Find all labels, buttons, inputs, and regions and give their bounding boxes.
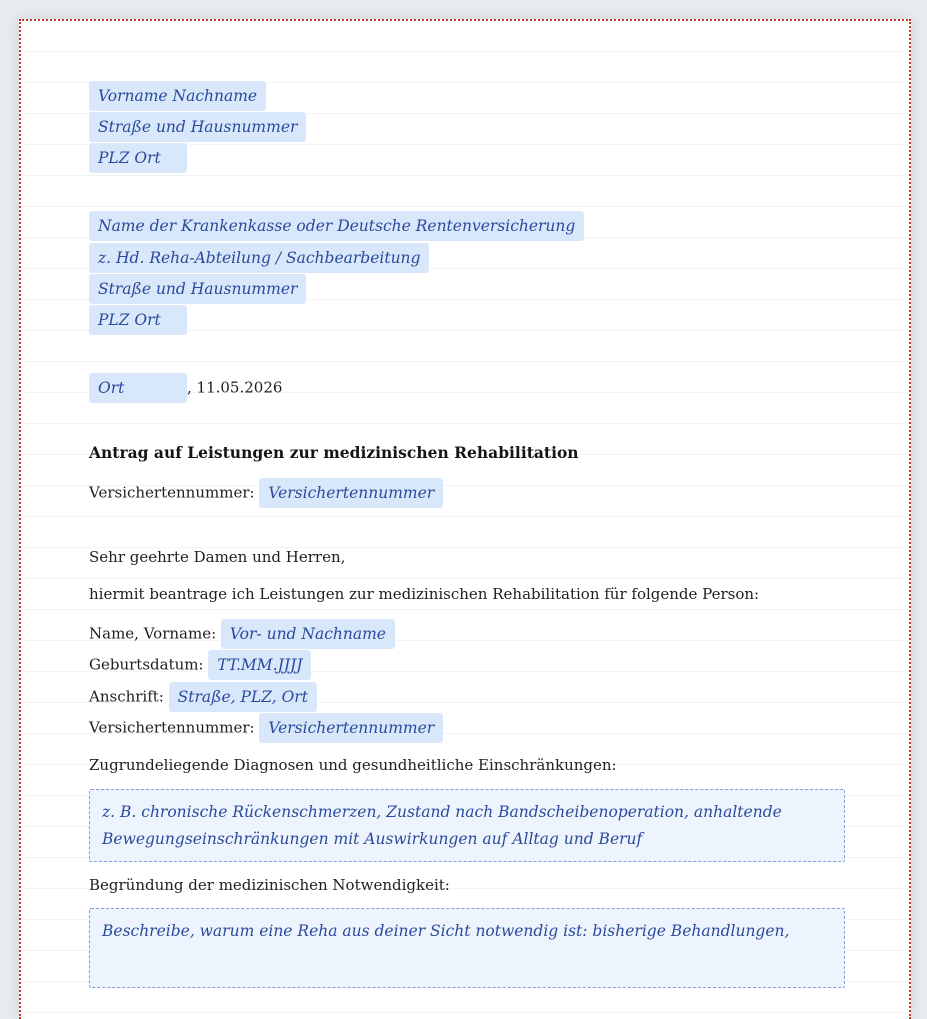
recipient-institution-field[interactable]: Name der Krankenkasse oder Deutsche Rentenversicherung bbox=[89, 211, 584, 241]
diagnoses-textarea[interactable] bbox=[89, 789, 845, 862]
recipient-institution-row bbox=[89, 210, 584, 241]
letter-page bbox=[19, 19, 911, 1019]
insurance-row bbox=[89, 477, 443, 508]
necessity-line-1: Beschreibe, warum eine Reha aus deiner Sicht notwendig ist: bisherige Behandlungen, bbox=[102, 922, 790, 940]
necessity-label: Begründung der medizinischen Notwendigkeit: bbox=[89, 876, 450, 894]
insurance-label: Versichertennummer: bbox=[89, 483, 255, 502]
recipient-attention-row bbox=[89, 242, 429, 273]
recipient-city-field[interactable]: PLZ Ort bbox=[89, 305, 187, 335]
diagnoses-line-1: z. B. chronische Rückenschmerzen, Zustand nach Bandscheibenoperation, anhaltende bbox=[102, 803, 782, 821]
recipient-attention-field[interactable]: z. Hd. Reha-Abteilung / Sachbearbeitung bbox=[89, 243, 429, 273]
person-address-label: Anschrift: bbox=[89, 687, 164, 706]
person-name-field[interactable]: Vor- und Nachname bbox=[221, 619, 395, 649]
sender-name-field[interactable]: Vorname Nachname bbox=[89, 81, 266, 111]
salutation-text: Sehr geehrte Damen und Herren, bbox=[89, 548, 346, 566]
person-name-label: Name, Vorname: bbox=[89, 624, 217, 643]
sender-city-row bbox=[89, 142, 187, 173]
sender-street-row bbox=[89, 111, 306, 142]
diagnoses-label: Zugrundeliegende Diagnosen und gesundheitliche Einschränkungen: bbox=[89, 756, 617, 774]
subject-heading: Antrag auf Leistungen zur medizinischen Rehabilitation bbox=[89, 443, 579, 462]
person-insurance-row bbox=[89, 712, 443, 743]
diagnoses-line-2: Bewegungseinschränkungen mit Auswirkungen auf Alltag und Beruf bbox=[102, 830, 643, 848]
sender-city-field[interactable]: PLZ Ort bbox=[89, 143, 187, 173]
person-address-field[interactable]: Straße, PLZ, Ort bbox=[169, 682, 317, 712]
person-address-row bbox=[89, 681, 317, 712]
recipient-city-row bbox=[89, 304, 187, 335]
sender-name-row bbox=[89, 80, 266, 111]
person-birth-label: Geburtsdatum: bbox=[89, 655, 204, 674]
place-field[interactable]: Ort bbox=[89, 373, 187, 403]
dateline-row bbox=[89, 372, 282, 403]
date-text: , 11.05.2026 bbox=[187, 378, 283, 397]
intro-text: hiermit beantrage ich Leistungen zur medizinischen Rehabilitation für folgende Person: bbox=[89, 585, 760, 603]
recipient-street-field[interactable]: Straße und Hausnummer bbox=[89, 274, 306, 304]
recipient-street-row bbox=[89, 273, 306, 304]
sender-street-field[interactable]: Straße und Hausnummer bbox=[89, 112, 306, 142]
necessity-textarea[interactable] bbox=[89, 908, 845, 988]
person-name-row bbox=[89, 618, 395, 649]
person-insurance-field[interactable]: Versichertennummer bbox=[259, 713, 443, 743]
person-insurance-label: Versichertennummer: bbox=[89, 718, 255, 737]
person-birth-field[interactable]: TT.MM.JJJJ bbox=[208, 650, 311, 680]
insurance-field[interactable]: Versichertennummer bbox=[259, 478, 443, 508]
person-birth-row bbox=[89, 649, 311, 680]
